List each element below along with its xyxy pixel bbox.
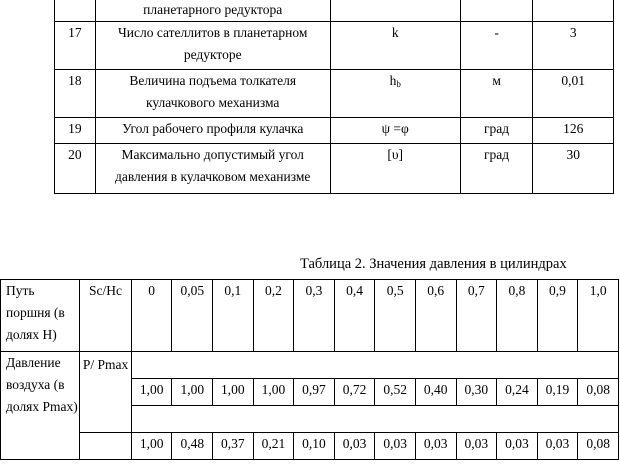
value-cell: 0,40 bbox=[415, 379, 456, 406]
position-cell: 0,4 bbox=[334, 280, 375, 352]
symbol-main: h bbox=[389, 73, 397, 88]
value-cell: 0,21 bbox=[253, 433, 294, 460]
value-cell: 1,00 bbox=[172, 379, 213, 406]
parameters-table bbox=[54, 0, 614, 194]
value-cell: 0,03 bbox=[334, 433, 375, 460]
row-number bbox=[55, 0, 96, 22]
table-row bbox=[55, 144, 614, 194]
value-cell: 0,03 bbox=[537, 433, 578, 460]
value-cell: 0,30 bbox=[456, 379, 497, 406]
value-cell: 0,72 bbox=[334, 379, 375, 406]
parameter-symbol bbox=[330, 70, 460, 118]
table-row bbox=[55, 70, 614, 118]
value-cell: 0,08 bbox=[578, 433, 619, 460]
empty-param-cell bbox=[80, 433, 132, 460]
symbol-subscript: b bbox=[396, 79, 401, 89]
parameter-value: 30 bbox=[533, 144, 614, 194]
parameter-name: Максимально допустимый угол давления в кулачковом механизме bbox=[95, 144, 330, 194]
position-cell: 0 bbox=[131, 280, 172, 352]
value-cell: 0,03 bbox=[497, 433, 538, 460]
parameter-name: планетарного редуктора bbox=[95, 0, 330, 22]
value-cell: 0,37 bbox=[213, 433, 254, 460]
value-cell: 0,48 bbox=[172, 433, 213, 460]
parameter-unit bbox=[460, 0, 533, 22]
row-number: 19 bbox=[55, 118, 96, 144]
value-cell: 1,00 bbox=[131, 379, 172, 406]
position-cell: 0,2 bbox=[253, 280, 294, 352]
table-row bbox=[55, 118, 614, 144]
row-number: 17 bbox=[55, 22, 96, 70]
parameter-unit: град bbox=[460, 144, 533, 194]
row-number: 18 bbox=[55, 70, 96, 118]
position-cell: 0,7 bbox=[456, 280, 497, 352]
position-cell: 0,9 bbox=[537, 280, 578, 352]
position-cell: 0,6 bbox=[415, 280, 456, 352]
param-stroke: Sc/Hc bbox=[80, 280, 132, 352]
row-label-stroke: Путь поршня (в долях H) bbox=[1, 280, 80, 352]
parameter-symbol: k bbox=[330, 22, 460, 70]
position-cell: 0,3 bbox=[294, 280, 335, 352]
position-cell: 1,0 bbox=[578, 280, 619, 352]
parameter-name: Угол рабочего профиля кулачка bbox=[95, 118, 330, 144]
parameter-symbol bbox=[330, 0, 460, 22]
parameter-value: 126 bbox=[533, 118, 614, 144]
table-caption: Таблица 2. Значения давления в цилиндрах bbox=[300, 256, 567, 272]
table-row bbox=[1, 433, 619, 460]
row-label-pressure: Давление воздуха (в долях Pmax) bbox=[1, 352, 80, 460]
empty-band bbox=[131, 352, 618, 379]
empty-band bbox=[131, 406, 618, 433]
pressure-table bbox=[0, 279, 619, 460]
parameter-unit: - bbox=[460, 22, 533, 70]
parameter-symbol: ψ =φ bbox=[330, 118, 460, 144]
value-cell: 0,08 bbox=[578, 379, 619, 406]
value-cell: 1,00 bbox=[213, 379, 254, 406]
position-cell: 0,8 bbox=[497, 280, 538, 352]
value-cell: 0,24 bbox=[497, 379, 538, 406]
parameter-value: 3 bbox=[533, 22, 614, 70]
table-row bbox=[55, 0, 614, 22]
value-cell: 0,52 bbox=[375, 379, 416, 406]
parameter-unit: м bbox=[460, 70, 533, 118]
position-cell: 0,05 bbox=[172, 280, 213, 352]
value-cell: 0,03 bbox=[415, 433, 456, 460]
row-number: 20 bbox=[55, 144, 96, 194]
value-cell: 0,97 bbox=[294, 379, 335, 406]
parameter-value: 0,01 bbox=[533, 70, 614, 118]
value-cell: 1,00 bbox=[253, 379, 294, 406]
table-row bbox=[1, 280, 619, 352]
parameter-value bbox=[533, 0, 614, 22]
value-cell: 0,03 bbox=[375, 433, 416, 460]
parameter-symbol: [υ] bbox=[330, 144, 460, 194]
value-cell: 0,19 bbox=[537, 379, 578, 406]
parameter-unit: град bbox=[460, 118, 533, 144]
position-cell: 0,5 bbox=[375, 280, 416, 352]
parameter-name: Величина подъема толкателя кулачкового механизма bbox=[95, 70, 330, 118]
value-cell: 1,00 bbox=[131, 433, 172, 460]
table-row bbox=[1, 352, 619, 379]
parameter-name: Число сателлитов в планетарном редукторе bbox=[95, 22, 330, 70]
value-cell: 0,03 bbox=[456, 433, 497, 460]
value-cell: 0,10 bbox=[294, 433, 335, 460]
param-pressure: P/ Pmax bbox=[80, 352, 132, 433]
table-row bbox=[55, 22, 614, 70]
position-cell: 0,1 bbox=[213, 280, 254, 352]
